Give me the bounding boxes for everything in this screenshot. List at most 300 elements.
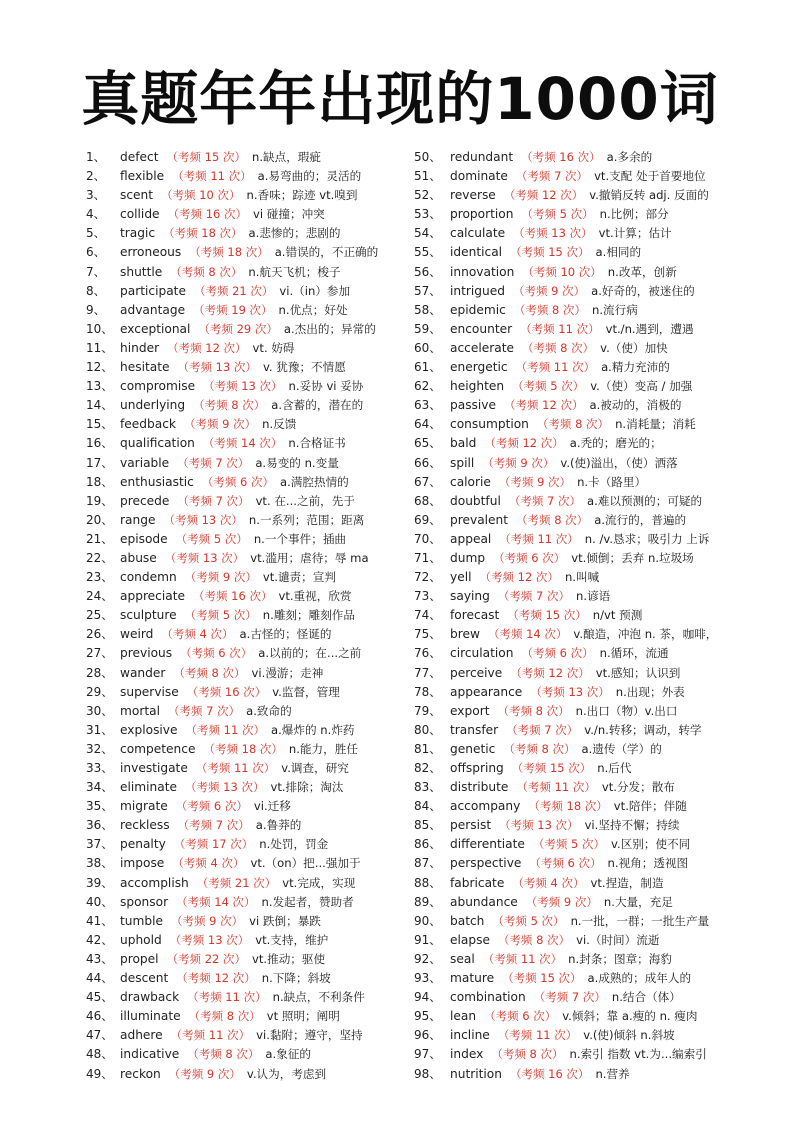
entry-number: 6、	[86, 245, 106, 260]
vocab-entry	[86, 282, 406, 301]
entry-meaning: vt./n.遇到，遭遇	[605, 321, 694, 336]
entry-meaning: v.酿造，冲泡 n. 茶，咖啡，	[573, 627, 718, 642]
entry-word: flexible	[120, 169, 165, 184]
entry-meaning: a.被动的，消极的	[589, 398, 682, 413]
entry-frequency: （考频 8 次）	[170, 264, 243, 279]
entry-frequency: （考频 9 次）	[184, 570, 257, 585]
entry-number: 10、	[86, 321, 114, 336]
entry-number: 13、	[86, 379, 114, 394]
entry-word: export	[450, 703, 490, 718]
entry-number: 65、	[414, 436, 442, 451]
vocab-entry	[86, 339, 406, 358]
entry-frequency: （考频 9 次）	[482, 455, 555, 470]
entry-number: 30、	[86, 703, 114, 718]
entry-meaning: n.流行病	[591, 302, 638, 317]
entry-word: condemn	[120, 570, 177, 585]
entry-word: circulation	[450, 646, 514, 661]
entry-meaning: a.满腔热情的	[280, 474, 349, 489]
entry-meaning: a.难以预测的；可疑的	[586, 493, 703, 508]
entry-number: 89、	[414, 894, 442, 909]
entry-frequency: （考频 9 次）	[171, 913, 244, 928]
entry-meaning: vt 照明；阐明	[266, 1009, 340, 1024]
entry-frequency: （考频 15 次）	[510, 245, 590, 260]
entry-meaning: a.精力充沛的	[601, 360, 670, 375]
entry-meaning: a.致命的	[246, 703, 292, 718]
entry-frequency: （考频 13 次）	[513, 226, 593, 241]
entry-frequency: （考频 7 次）	[177, 455, 250, 470]
entry-word: doubtful	[450, 493, 501, 508]
vocab-entry	[86, 415, 406, 434]
entry-meaning: n.出口（物）v.出口	[575, 703, 678, 718]
entry-word: perspective	[450, 856, 522, 871]
entry-meaning: vt.重视，欣赏	[278, 589, 352, 604]
entry-meaning: vt.感知；认识到	[595, 665, 681, 680]
vocab-entry	[414, 530, 764, 549]
entry-number: 81、	[414, 741, 442, 756]
entry-word: mature	[450, 971, 495, 986]
entry-number: 19、	[86, 493, 114, 508]
entry-frequency: （考频 6 次）	[521, 646, 594, 661]
entry-meaning: a.好奇的，被迷住的	[591, 283, 695, 298]
entry-word: calculate	[450, 226, 506, 241]
entry-frequency: （考频 18 次）	[163, 226, 243, 241]
entry-number: 87、	[414, 856, 442, 871]
entry-word: transfer	[450, 722, 499, 737]
entry-word: offspring	[450, 761, 504, 775]
entry-number: 91、	[414, 932, 442, 947]
entry-meaning: v.撤销反转 adj. 反面的	[589, 188, 709, 203]
entry-number: 96、	[414, 1028, 442, 1043]
entry-word: innovation	[450, 264, 515, 279]
entry-meaning: n.比例；部分	[599, 207, 669, 222]
entry-meaning: a.遗传（学）的	[581, 741, 662, 756]
entry-number: 92、	[414, 951, 442, 966]
entry-meaning: v.调查，研究	[281, 761, 349, 775]
entry-meaning: n.航天飞机；梭子	[248, 264, 341, 279]
entry-number: 50、	[414, 150, 442, 164]
entry-frequency: （考频 11 次）	[195, 761, 276, 775]
entry-word: appreciate	[120, 589, 186, 604]
vocab-entry	[86, 664, 406, 683]
entry-word: previous	[120, 646, 173, 661]
entry-number: 3、	[86, 188, 106, 203]
entry-word: consumption	[450, 417, 529, 432]
entry-number: 11、	[86, 340, 114, 355]
entry-frequency: （考频 6 次）	[493, 550, 566, 565]
entry-number: 24、	[86, 589, 114, 604]
entry-number: 39、	[86, 875, 114, 890]
entry-frequency: （考频 17 次）	[173, 837, 254, 852]
vocab-entry	[86, 377, 406, 396]
entry-number: 84、	[414, 799, 442, 814]
entry-number: 28、	[86, 665, 114, 680]
entry-frequency: （考频 7 次）	[508, 493, 581, 508]
entry-number: 53、	[414, 207, 442, 222]
entry-number: 64、	[414, 417, 442, 432]
entry-number: 70、	[414, 531, 442, 546]
entry-frequency: （考频 16 次）	[521, 150, 601, 164]
entry-frequency: （考频 14 次）	[487, 627, 568, 642]
entry-number: 52、	[414, 188, 442, 203]
entry-meaning: a.象征的	[265, 1047, 311, 1062]
entry-meaning: n.卡（路里）	[577, 474, 647, 489]
entry-word: compromise	[120, 379, 196, 394]
entry-meaning: vi.坚持不懈；持续	[584, 818, 680, 833]
vocab-entry	[414, 339, 764, 358]
vocab-entry	[414, 1045, 764, 1064]
entry-frequency: （考频 11 次）	[497, 1028, 578, 1043]
entry-number: 60、	[414, 340, 442, 355]
entry-frequency: （考频 8 次）	[516, 512, 589, 527]
entry-meaning: v.(使)倾斜 n.斜坡	[583, 1028, 675, 1043]
vocab-entry	[414, 415, 764, 434]
entry-word: differentiate	[450, 837, 525, 852]
entry-word: dominate	[450, 169, 508, 184]
entry-word: exceptional	[120, 321, 191, 336]
entry-number: 31、	[86, 722, 114, 737]
entry-number: 77、	[414, 665, 442, 680]
entry-meaning: a.易弯曲的；灵活的	[257, 169, 362, 184]
entry-meaning: vt.分发；散布	[601, 780, 675, 795]
entry-number: 17、	[86, 455, 114, 470]
entry-frequency: （考频 6 次）	[180, 646, 253, 661]
entry-meaning: a.错误的，不正确的	[274, 245, 379, 260]
entry-frequency: （考频 9 次）	[498, 474, 572, 489]
vocab-entry	[414, 816, 764, 835]
entry-frequency: （考频 15 次）	[507, 608, 587, 623]
entry-meaning: n.缺点，瑕疵	[251, 150, 321, 164]
entry-frequency: （考频 5 次）	[532, 837, 606, 852]
vocab-entry	[414, 243, 764, 262]
entry-meaning: a.鲁莽的	[255, 818, 302, 833]
entry-word: appeal	[450, 531, 492, 546]
vocab-entry	[86, 912, 406, 931]
entry-word: scent	[120, 188, 154, 203]
vocab-entry	[414, 874, 764, 893]
entry-word: proportion	[450, 207, 514, 222]
vocab-entry	[414, 721, 764, 740]
entry-number: 14、	[86, 398, 114, 413]
entry-number: 94、	[414, 990, 442, 1005]
vocab-entry	[414, 282, 764, 301]
vocab-entry	[86, 205, 406, 224]
entry-word: competence	[120, 741, 196, 756]
entry-word: tumble	[120, 913, 163, 928]
vocab-entry	[414, 434, 764, 453]
entry-frequency: （考频 22 次）	[166, 951, 247, 966]
vocab-entry	[86, 740, 406, 759]
entry-frequency: （考频 5 次）	[512, 379, 585, 394]
entry-meaning: a.含蓄的，潜在的	[271, 398, 364, 413]
entry-meaning: v.倾斜；靠 a.瘦的 n. 瘦肉	[562, 1009, 698, 1024]
entry-word: fabricate	[450, 875, 505, 890]
vocab-entry	[86, 1007, 406, 1026]
entry-word: bald	[450, 436, 477, 451]
entry-number: 44、	[86, 971, 114, 986]
entry-word: tragic	[120, 226, 156, 241]
entry-frequency: （考频 4 次）	[172, 856, 245, 871]
vocab-entry	[86, 683, 406, 702]
entry-word: accompany	[450, 799, 521, 814]
entry-number: 55、	[414, 245, 442, 260]
entry-word: variable	[120, 455, 170, 470]
entry-meaning: a.多余的	[606, 150, 653, 164]
entry-word: accomplish	[120, 875, 189, 890]
entry-number: 72、	[414, 570, 442, 585]
entry-frequency: （考频 4 次）	[512, 875, 585, 890]
vocab-entry	[86, 549, 406, 568]
entry-frequency: （考频 7 次）	[177, 493, 250, 508]
entry-frequency: （考频 12 次）	[176, 971, 256, 986]
entry-number: 26、	[86, 627, 114, 642]
vocab-entry	[86, 530, 406, 549]
entry-meaning: a.秃的；磨光的；	[569, 436, 662, 451]
entry-frequency: （考频 21 次）	[193, 283, 274, 298]
entry-number: 15、	[86, 417, 114, 432]
vocab-entry	[86, 1026, 406, 1045]
entry-frequency: （考频 16 次）	[193, 589, 273, 604]
entry-meaning: a.流行的，普遍的	[594, 512, 687, 527]
vocab-entry	[414, 511, 764, 530]
vocab-entry	[86, 511, 406, 530]
entry-frequency: （考频 11 次）	[520, 321, 600, 336]
entry-word: epidemic	[450, 302, 506, 317]
entry-number: 88、	[414, 875, 442, 890]
entry-frequency: （考频 9 次）	[512, 283, 586, 298]
vocab-entry	[86, 625, 406, 644]
entry-word: distribute	[450, 780, 509, 795]
entry-meaning: vi.迁移	[253, 799, 291, 814]
vocab-entry	[414, 702, 764, 721]
entry-number: 66、	[414, 455, 442, 470]
entry-number: 23、	[86, 570, 114, 585]
entry-frequency: （考频 16 次）	[509, 1066, 590, 1081]
entry-meaning: n.处罚，罚金	[259, 837, 329, 852]
entry-frequency: （考频 6 次）	[201, 474, 275, 489]
entry-frequency: （考频 7 次）	[177, 818, 250, 833]
vocab-entry	[414, 454, 764, 473]
vocab-entry	[86, 243, 406, 262]
entry-frequency: （考频 8 次）	[193, 398, 266, 413]
vocab-entry	[414, 263, 764, 282]
entry-meaning: v.（使）加快	[600, 340, 668, 355]
vocab-entry	[414, 778, 764, 797]
entry-word: combination	[450, 990, 526, 1005]
entry-frequency: （考频 16 次）	[167, 207, 248, 222]
entry-frequency: （考频 12 次）	[479, 570, 559, 585]
entry-frequency: （考频 12 次）	[510, 665, 590, 680]
entry-word: sponsor	[120, 894, 169, 909]
vocab-entry	[414, 606, 764, 625]
entry-number: 32、	[86, 741, 114, 756]
vocab-entry	[86, 778, 406, 797]
vocab-entry	[86, 797, 406, 816]
vocab-entry	[414, 969, 764, 988]
entry-frequency: （考频 13 次）	[499, 818, 579, 833]
entry-word: accelerate	[450, 340, 515, 355]
entry-number: 16、	[86, 436, 114, 451]
vocab-entry	[414, 1065, 764, 1084]
entry-word: abundance	[450, 894, 518, 909]
vocab-entry	[414, 205, 764, 224]
entry-number: 36、	[86, 818, 114, 833]
entry-meaning: v.监督，管理	[272, 684, 340, 699]
entry-frequency: （考频 10 次）	[161, 188, 241, 203]
vocab-entry	[86, 606, 406, 625]
entry-meaning: vt.倾倒；丢弃 n.垃圾场	[571, 550, 694, 565]
entry-word: eliminate	[120, 780, 177, 795]
vocab-entry	[414, 167, 764, 186]
entry-number: 74、	[414, 608, 442, 623]
entry-word: adhere	[120, 1028, 163, 1043]
entry-meaning: vt.支配 处于首要地位	[594, 169, 706, 184]
entry-word: uphold	[120, 932, 162, 947]
entry-frequency: （考频 13 次）	[164, 550, 245, 565]
entry-word: reverse	[450, 188, 496, 203]
entry-word: hinder	[120, 340, 160, 355]
vocab-entry	[414, 931, 764, 950]
entry-meaning: n.香味；踪迹 vt.嗅到	[246, 188, 358, 203]
entry-meaning: n.出现；外表	[615, 684, 685, 699]
entry-number: 21、	[86, 531, 114, 546]
entry-number: 1、	[86, 150, 106, 164]
entry-meaning: a.悲惨的；悲剧的	[248, 226, 341, 241]
word-list-right-column	[414, 148, 764, 1084]
entry-word: heighten	[450, 379, 505, 394]
vocab-entry	[414, 797, 764, 816]
entry-number: 29、	[86, 684, 114, 699]
entry-meaning: a.易变的 n.变量	[255, 455, 339, 470]
vocab-entry	[86, 721, 406, 740]
vocab-entry	[86, 893, 406, 912]
entry-meaning: n.叫喊	[564, 570, 600, 585]
entry-word: identical	[450, 245, 503, 260]
entry-meaning: v.认为，考虑到	[246, 1066, 327, 1081]
entry-number: 69、	[414, 512, 442, 527]
entry-frequency: （考频 12 次）	[503, 188, 584, 203]
entry-meaning: n.后代	[597, 761, 632, 775]
entry-number: 90、	[414, 913, 442, 928]
entry-frequency: （考频 6 次）	[529, 856, 602, 871]
entry-word: underlying	[120, 398, 186, 413]
entry-frequency: （考频 8 次）	[497, 932, 571, 947]
vocab-entry	[86, 358, 406, 377]
entry-meaning: a.以前的；在...之前	[258, 646, 362, 661]
vocab-entry	[414, 549, 764, 568]
entry-word: elapse	[450, 932, 490, 947]
entry-meaning: vt.谴责；宣判	[262, 570, 336, 585]
vocab-entry	[86, 568, 406, 587]
vocab-entry	[86, 186, 406, 205]
vocab-entry	[414, 358, 764, 377]
entry-number: 45、	[86, 990, 114, 1005]
entry-number: 12、	[86, 360, 114, 375]
vocab-entry	[86, 148, 406, 167]
entry-meaning: n.反馈	[262, 417, 297, 432]
entry-meaning: n.大量，充足	[603, 894, 673, 909]
vocab-entry	[414, 473, 764, 492]
entry-meaning: v. 犹豫；不情愿	[262, 360, 346, 375]
entry-meaning: n.妥协 vi 妥协	[288, 379, 364, 394]
word-list-left-column	[86, 148, 406, 1084]
entry-frequency: （考频 21 次）	[196, 875, 277, 890]
entry-word: encounter	[450, 321, 513, 336]
vocab-entry	[86, 434, 406, 453]
vocab-entry	[414, 988, 764, 1007]
vocab-entry	[86, 874, 406, 893]
entry-word: redundant	[450, 150, 514, 164]
entry-meaning: v.区别；使不同	[611, 837, 691, 852]
vocab-entry	[86, 702, 406, 721]
entry-meaning: n.消耗量；消耗	[615, 417, 696, 432]
entry-meaning: n.封条；图章；海豹	[568, 951, 672, 966]
vocab-entry	[414, 1026, 764, 1045]
entry-number: 57、	[414, 283, 442, 298]
entry-word: investigate	[120, 761, 188, 775]
entry-number: 49、	[86, 1066, 114, 1081]
entry-meaning: n. /v.恳求；吸引力 上诉	[584, 531, 710, 546]
entry-frequency: （考频 13 次）	[185, 780, 265, 795]
entry-meaning: vt.推动；驱使	[252, 951, 326, 966]
entry-frequency: （考频 5 次）	[521, 207, 594, 222]
entry-number: 54、	[414, 226, 442, 241]
entry-meaning: vi.黏附；遵守，坚持	[256, 1028, 363, 1043]
vocab-entry	[414, 912, 764, 931]
vocab-entry	[86, 931, 406, 950]
entry-meaning: vt. 妨碍	[252, 340, 295, 355]
entry-word: sculpture	[120, 608, 177, 623]
entry-meaning: n/vt 预测	[592, 608, 643, 623]
entry-frequency: （考频 18 次）	[203, 741, 283, 756]
vocab-entry	[414, 1007, 764, 1026]
entry-number: 56、	[414, 264, 442, 279]
entry-word: precede	[120, 493, 170, 508]
entry-meaning: vt.滥用；虐待；辱 ma	[250, 550, 369, 565]
entry-word: intrigued	[450, 283, 505, 298]
vocab-entry	[86, 988, 406, 1007]
entry-word: nutrition	[450, 1066, 502, 1081]
entry-frequency: （考频 15 次）	[511, 761, 592, 775]
vocab-entry	[86, 950, 406, 969]
entry-meaning: v.(使)溢出，（使）洒落	[560, 455, 678, 470]
entry-frequency: （考频 8 次）	[173, 665, 246, 680]
entry-word: qualification	[120, 436, 195, 451]
entry-meaning: n.发起者，赞助者	[261, 894, 354, 909]
entry-word: dump	[450, 550, 486, 565]
entry-meaning: vt.完成，实现	[282, 875, 356, 890]
entry-frequency: （考频 11 次）	[499, 531, 579, 546]
entry-number: 61、	[414, 360, 442, 375]
entry-word: reckless	[120, 818, 170, 833]
entry-number: 22、	[86, 550, 114, 565]
vocab-entry	[414, 740, 764, 759]
vocab-entry	[414, 224, 764, 243]
vocab-entry	[414, 492, 764, 511]
entry-frequency: （考频 4 次）	[161, 627, 234, 642]
entry-number: 27、	[86, 646, 114, 661]
vocab-entry	[414, 664, 764, 683]
entry-word: migrate	[120, 799, 168, 814]
entry-number: 4、	[86, 207, 106, 222]
vocab-entry	[414, 625, 764, 644]
entry-frequency: （考频 15 次）	[166, 150, 246, 164]
entry-word: drawback	[120, 990, 180, 1005]
entry-frequency: （考频 11 次）	[185, 722, 265, 737]
entry-number: 98、	[414, 1066, 442, 1081]
entry-number: 58、	[414, 302, 442, 317]
entry-number: 42、	[86, 932, 114, 947]
entry-number: 37、	[86, 837, 114, 852]
